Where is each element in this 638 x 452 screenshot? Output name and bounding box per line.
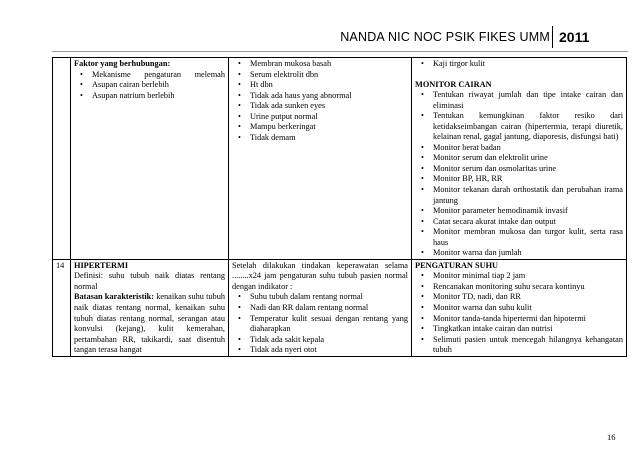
list-item: • Suhu tubuh dalam rentang normal [250, 292, 408, 303]
list-item: • Tentukan kemungkinan faktor resiko dari ketidakseimbangan cairan (hipertermia, terapi diuretik, kelainan renal, gagal jantung, diaporesis, disfungsi hati) [433, 111, 623, 143]
page-number: 16 [607, 432, 616, 442]
list-item: • Monitor minimal tiap 2 jam [433, 271, 623, 282]
list-item: • Tidak ada haus yang abnormal [250, 91, 408, 102]
list-item: • Tingkatkan intake cairan dan nutrisi [433, 324, 623, 335]
list-item: • Serum elektrolit dbn [250, 70, 408, 81]
list-item: • Monitor serum dan osmolaritas urine [433, 164, 623, 175]
list-item: • Monitor TD, nadi, dan RR [433, 292, 623, 303]
intervention-cell [412, 259, 627, 356]
outcome-signs-cell [229, 58, 412, 260]
list-item: • Monitor parameter hemodinamik invasif [433, 206, 623, 217]
monitor-title: MONITOR CAIRAN [415, 79, 492, 89]
list-item: • Monitor tekanan darah orthostatik dan perubahan irama jantung [433, 185, 623, 206]
characteristics-block [74, 292, 225, 355]
list-item: • Tidak ada sunken eyes [250, 101, 408, 112]
list-item: • Monitor serum dan elektrolit urine [433, 153, 623, 164]
diagnosis-definition: Definisi: suhu tubuh naik diatas rentang normal [74, 271, 225, 291]
list-item: • Monitor tanda-tanda hipertermi dan hipotermi [433, 314, 623, 325]
interventions-cell [412, 58, 627, 260]
factors-cell [71, 58, 229, 260]
outcome-intro: Setelah dilakukan tindakan keperawatan selama ........x24 jam pengaturan suhu tubuh pasien normal dengan indikator : [232, 260, 408, 291]
header-rule [52, 51, 628, 52]
header-title: NANDA NIC NOC PSIK FIKES UMM [340, 30, 550, 44]
intervention-title: PENGATURAN SUHU [415, 260, 499, 270]
list-item: • Tentukan riwayat jumlah dan tipe intake cairan dan eliminasi [433, 90, 623, 111]
list-item: • Rencanakan monitoring suhu secara kontinyu [433, 282, 623, 293]
list-item: • Monitor warna dan suhu kulit [433, 303, 623, 314]
list-item: • Tidak ada nyeri otot [250, 345, 408, 356]
header-year: 2011 [559, 29, 590, 45]
list-item: • Selimuti pasien untuk mencegah hilangnya kehangatan tubuh [433, 335, 623, 356]
page-header [0, 30, 638, 48]
row-number-cell [53, 58, 71, 260]
header-separator [552, 26, 553, 48]
list-item: • Urine putput normal [250, 112, 408, 123]
list-item: • Mekanisme pengaturan melemah [92, 70, 225, 81]
list-item: • Monitor warna dan jumlah [433, 248, 623, 259]
list-item: • Ht dbn [250, 80, 408, 91]
list-item: • Monitor berat badan [433, 143, 623, 154]
list-item: • Kaji tirgor kulit [433, 59, 623, 70]
list-item: • Catat secara akurat intake dan output [433, 217, 623, 228]
characteristics-text: kenaikan suhu tubuh naik diatas rentang normal, kenaikan suhu tubuh diatas rentang normal, serangan atau konvulsi (kejang), kulit kemerahan, pertambahan RR, takikardi, saat disentuh tangan terasa hangat [74, 292, 225, 355]
list-item: • Membran mukosa basah [250, 59, 408, 70]
list-item: • Tidak ada sakit kepala [250, 335, 408, 346]
table-row [53, 58, 627, 260]
list-item: • Monitor membran mukosa dan turgor kulit, serta rasa haus [433, 227, 623, 248]
characteristics-label: Batasan karakteristik: [74, 292, 155, 302]
list-item: • Mampu berkeringat [250, 122, 408, 133]
diagnosis-title: HIPERTERMI [74, 260, 129, 270]
outcome-cell [229, 259, 412, 356]
list-item: • Asupan cairan berlebih [92, 80, 225, 91]
list-item: • Asupan natrium berlebih [92, 91, 225, 102]
diagnosis-cell [71, 259, 229, 356]
list-item: • Nadi dan RR dalam rentang normal [250, 303, 408, 314]
list-item: • Temperatur kulit sesuai dengan rentang yang diaharapkan [250, 314, 408, 335]
factors-label: Faktor yang berhubungan: [74, 59, 171, 68]
list-item: • Monitor BP, HR, RR [433, 174, 623, 185]
table-row [53, 259, 627, 356]
row-number: 14 [53, 259, 71, 356]
nanda-table [52, 57, 627, 357]
list-item: • Tidak demam [250, 133, 408, 144]
